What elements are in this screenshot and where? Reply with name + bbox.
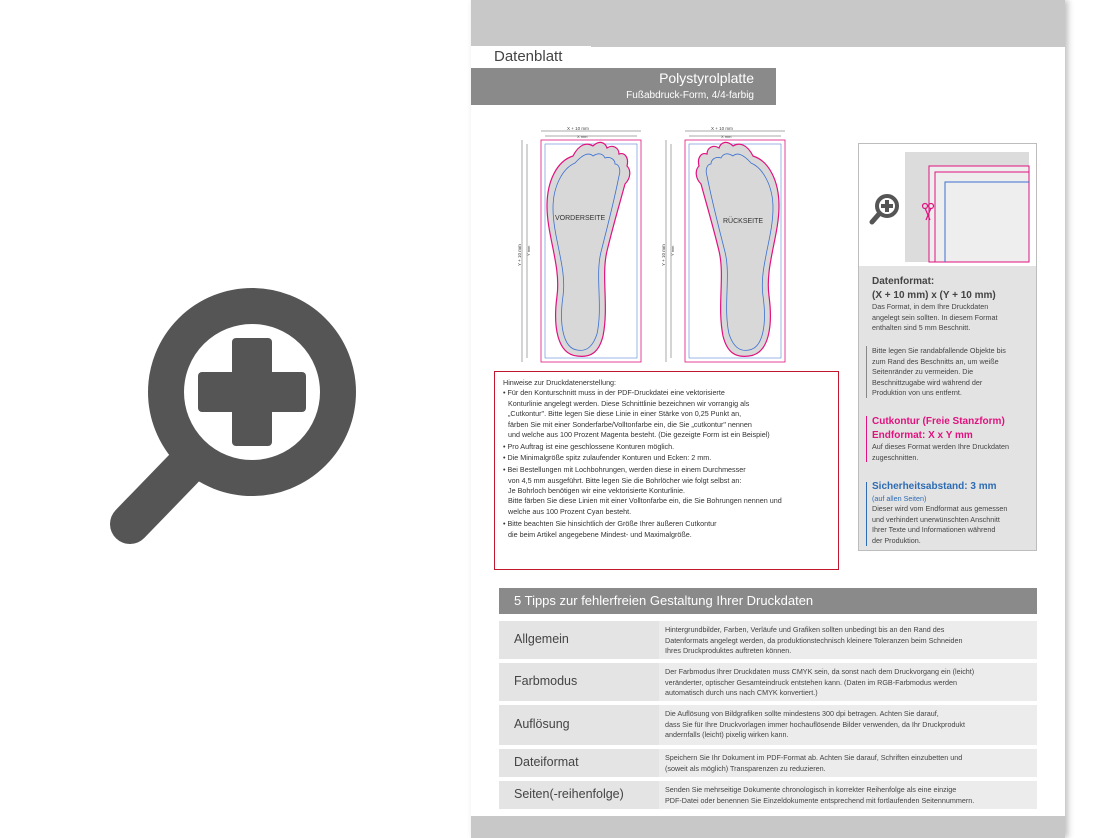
tip-text	[665, 709, 1030, 741]
top-band	[471, 0, 1065, 47]
format-value: (X + 10 mm) x (Y + 10 mm)	[872, 290, 996, 301]
tip-text-line: PDF-Datei oder benennen Sie Einzeldokumente entsprechend mit fortlaufenden Seitennummern.	[665, 795, 975, 805]
safe-title: Sicherheitsabstand: 3 mm	[872, 481, 997, 492]
tip-text-line: Senden Sie mehrseitige Dokumente chronologisch in korrekter Reihenfolge als eine einzige	[665, 785, 957, 794]
cut-value: Endformat: X x Y mm	[872, 430, 973, 441]
tip-label: Farbmodus	[514, 674, 578, 688]
tip-text-line: Der Farbmodus Ihrer Druckdaten muss CMYK sein, da sonst nach dem Druckvorgang ein (leicht)	[665, 667, 975, 676]
tip-text-line: Datenformats angelegt werden, da produktionstechnisch kleinere Toleranzen beim Schneiden	[665, 635, 963, 645]
datasheet-page	[471, 0, 1065, 838]
notes-line: und welche aus 100 Prozent Magenta besteht. (Die gezeigte Form ist ein Beispiel)	[508, 430, 770, 440]
tip-row	[499, 621, 1037, 659]
tips-heading: 5 Tipps zur fehlerfreien Gestaltung Ihrer Druckdaten	[499, 588, 1037, 614]
safe-text-line: der Produktion.	[872, 535, 921, 545]
tip-label: Dateiformat	[514, 755, 579, 769]
cut-text	[872, 442, 1034, 463]
tip-row	[499, 781, 1037, 809]
product-subtitle: Fußabdruck-Form, 4/4-farbig	[626, 90, 754, 101]
product-title: Polystyrolplatte	[659, 70, 754, 86]
tip-row	[499, 749, 1037, 777]
bleed-text-line: Produktion von uns entfernt.	[872, 388, 962, 397]
back-side-template	[661, 126, 785, 362]
notes-line: • Bitte beachten Sie hinsichtlich der Größe Ihrer äußeren Cutkontur	[503, 519, 830, 529]
tip-row	[499, 705, 1037, 745]
format-text-line: angelegt sein sollten. In diesem Format	[872, 312, 998, 322]
notes-line: • Für den Konturschnitt muss in der PDF-Druckdatei eine vektorisierte	[503, 388, 830, 398]
product-bar	[471, 68, 776, 105]
notes-line: die beim Artikel angegebene Mindest- und Maximalgröße.	[508, 529, 692, 539]
bleed-text-line: Beschnittzugabe wird während der	[872, 377, 983, 387]
safe-text-line: und verhindert unerwünschten Anschnitt	[872, 514, 1000, 524]
front-dim-x-inner: X mm	[577, 134, 588, 139]
tip-text-line: automatisch durch uns nach CMYK konvertiert.)	[665, 688, 818, 697]
back-dim-y-inner: Y mm	[670, 245, 675, 256]
cut-rule	[866, 416, 867, 462]
safe-sub: (auf allen Seiten)	[872, 494, 927, 503]
notes-line: welche aus 100 Prozent Cyan besteht.	[508, 506, 632, 516]
tip-text-line: Speichern Sie Ihr Dokument im PDF-Format ab. Achten Sie darauf, Schriften einzubetten und	[665, 753, 963, 762]
tip-text-line: andernfalls (leicht) pixelig wirken kann.	[665, 730, 789, 739]
format-title: Datenformat:	[872, 276, 935, 287]
format-text	[872, 302, 1034, 334]
tip-text-line: Die Auflösung von Bildgrafiken sollte mindestens 300 dpi betragen. Achten Sie darauf,	[665, 709, 939, 718]
notes-line: färben Sie mit einer Sonderfarbe/Volltonfarbe ein, die Sie „cutkontur" nennen	[508, 419, 752, 429]
tip-text-line: Hintergrundbilder, Farben, Verläufe und Grafiken sollten unbedingt bis an den Rand des	[665, 625, 945, 634]
format-text-line: Das Format, in dem Ihre Druckdaten	[872, 302, 989, 311]
tip-text-line: Ihres Druckproduktes auftreten können.	[665, 646, 792, 655]
tip-text	[665, 785, 1030, 806]
zoom-in-magnifier-icon[interactable]	[100, 282, 362, 550]
notes-line: von 4,5 mm ausgeführt. Bitte legen Sie die Bohrlöcher wie folgt selbst an:	[508, 475, 742, 485]
bleed-rule	[866, 346, 867, 398]
front-dim-x-outer: X + 10 mm	[567, 126, 589, 131]
corner-detail-preview	[859, 144, 1036, 266]
tip-label: Seiten(-reihenfolge)	[514, 787, 624, 801]
bleed-text-line: Seitenränder zu vermeiden. Die	[872, 367, 974, 376]
tip-label: Auflösung	[514, 717, 570, 731]
notes-line: Je Bohrloch benötigen wir eine vektorisierte Konturlinie.	[508, 486, 685, 496]
datasheet-tab: Datenblatt	[471, 46, 591, 68]
cut-text-line: zugeschnitten.	[872, 452, 919, 462]
cut-title: Cutkontur (Freie Stanzform)	[872, 416, 1005, 427]
back-dim-y-outer: Y + 10 mm	[661, 244, 666, 266]
tip-text	[665, 625, 1030, 657]
safe-text-line: Dieser wird vom Endformat aus gemessen	[872, 504, 1008, 513]
notes-line: • Bei Bestellungen mit Lochbohrungen, werden diese in einem Durchmesser	[503, 465, 830, 475]
bleed-text-line: zum Rand des Beschnitts an, um weiße	[872, 356, 999, 366]
safe-text-line: Ihrer Texte und Informationen während	[872, 525, 996, 534]
tip-text	[665, 753, 1030, 774]
tip-text	[665, 667, 1030, 699]
tip-label: Allgemein	[514, 632, 569, 646]
print-data-notes	[494, 371, 839, 570]
format-info-panel	[858, 143, 1037, 551]
bleed-text	[872, 346, 1034, 399]
notes-line: Konturlinie angelegt werden. Diese Schnittlinie bezeichnen wir vorrangig als	[508, 398, 750, 408]
front-dim-y-inner: Y mm	[526, 245, 531, 256]
tip-text-line: veränderter, optischer Gesamteindruck entstehen kann. (Daten im RGB-Farbmodus werden	[665, 677, 958, 687]
safe-text	[872, 504, 1034, 546]
tip-text-line: dass Sie für Ihre Druckvorlagen immer hochauflösende Bilder verwenden, da Ihr Druckprodukt	[665, 719, 966, 729]
format-text-line: enthalten sind 5 mm Beschnitt.	[872, 323, 971, 332]
cut-text-line: Auf dieses Format werden Ihre Druckdaten	[872, 442, 1010, 451]
notes-title: Hinweise zur Druckdatenerstellung:	[503, 378, 617, 387]
back-dim-x-inner: X mm	[721, 134, 732, 139]
notes-line: • Die Minimalgröße spitz zulaufender Konturen und Ecken: 2 mm.	[503, 453, 830, 463]
safe-rule	[866, 482, 867, 546]
notes-line: „Cutkontur". Bitte legen Sie diese Linie in einer Stärke von 0,25 Punkt an,	[508, 409, 742, 419]
back-side-label: RÜCKSEITE	[723, 218, 764, 225]
front-side-template	[517, 126, 641, 362]
zoom-in-small-icon[interactable]	[872, 196, 897, 222]
bleed-text-line: Bitte legen Sie randabfallende Objekte bis	[872, 346, 1006, 355]
front-dim-y-outer: Y + 10 mm	[517, 244, 522, 266]
foot-template-drawing	[517, 126, 794, 366]
notes-list	[503, 388, 830, 540]
front-side-label: VORDERSEITE	[555, 215, 606, 222]
back-dim-x-outer: X + 10 mm	[711, 126, 733, 131]
bottom-band	[471, 816, 1065, 838]
tip-text-line: (soweit als möglich) Transparenzen zu reduzieren.	[665, 763, 826, 773]
tip-row	[499, 663, 1037, 701]
notes-line: Bitte färben Sie diese Linien mit einer Volltonfarbe ein, die Sie Bohrungen nennen und	[508, 496, 782, 506]
notes-line: • Pro Auftrag ist eine geschlossene Konturen möglich.	[503, 442, 830, 452]
